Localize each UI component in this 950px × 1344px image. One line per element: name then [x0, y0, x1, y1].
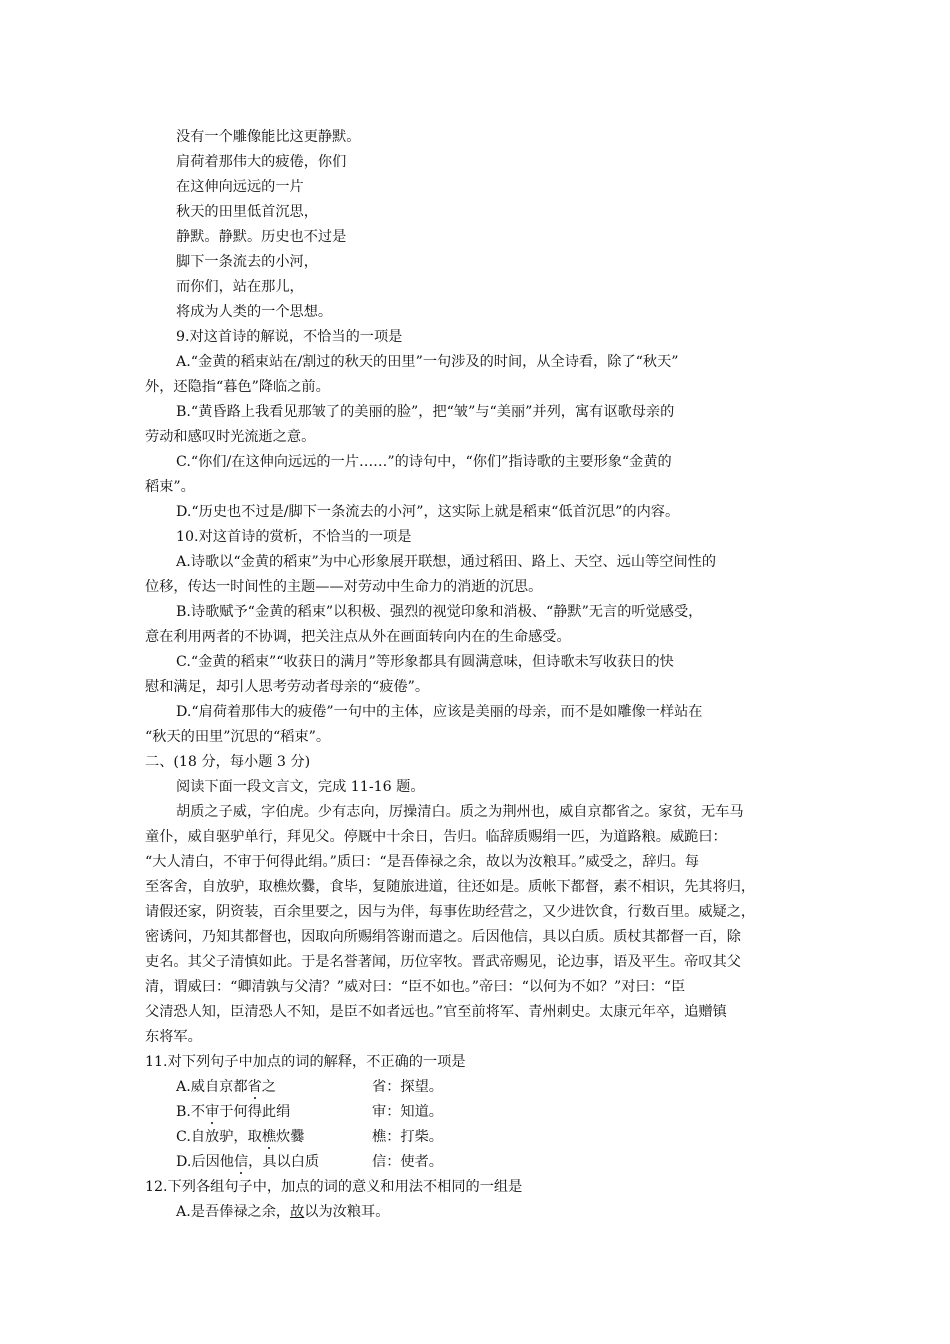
poem-line: 脚下一条流去的小河， — [176, 254, 318, 270]
question-11-gloss-a: 省：探望。 — [372, 1079, 443, 1095]
poem-line: 将成为人类的一个思想。 — [176, 304, 333, 320]
question-10-option-c-cont: 慰和满足，却引人思考劳动者母亲的“疲倦”。 — [145, 679, 430, 695]
passage-line: 父清恐人知，臣清恐人不知，是臣不如者远也。”官至前将军、青州刺史。太康元年卒，追赠镇 — [145, 1004, 727, 1020]
question-10-stem: 10.对这首诗的赏析，不恰当的一项是 — [176, 529, 412, 545]
passage-line: 清，谓威曰：“卿清孰与父清？”威对曰：“臣不如也。”帝曰：“以何为不如？”对曰：“臣 — [145, 979, 686, 995]
option-text: 以为汝粮耳。 — [304, 1204, 390, 1220]
passage-line: 密诱问，乃知其都督也，因取向所赐绢答谢而遣之。后因他信，具以白质。质杖其都督一百，除 — [145, 929, 741, 945]
question-9-option-b: B.“黄昏路上我看见那皱了的美丽的脸”，把“皱”与“美丽”并列，寓有讴歌母亲的 — [176, 404, 675, 420]
poem-line: 秋天的田里低首沉思， — [176, 204, 318, 220]
poem-line: 在这伸向远远的一片 — [176, 179, 304, 195]
option-text: ，具以白质 — [248, 1154, 320, 1170]
underlined-word: 故 — [290, 1204, 305, 1220]
question-11-gloss-b: 审：知道。 — [372, 1104, 443, 1120]
question-10-option-d: D.“肩荷着那伟大的疲倦”一句中的主体，应该是美丽的母亲，而不是如雕像一样站在 — [176, 704, 703, 720]
question-12-option-a — [176, 1203, 389, 1221]
section-heading: 二、(18 分，每小题 3 分) — [145, 754, 311, 770]
poem-line: 没有一个雕像能比这更静默。 — [176, 129, 361, 145]
question-10-option-a-cont: 位移，传达一时间性的主题——对劳动中生命力的消逝的沉思。 — [145, 579, 543, 595]
question-11-option-c — [176, 1128, 304, 1146]
question-9-option-c: C.“你们/在这伸向远远的一片……”的诗句中，“你们”指诗歌的主要形象“金黄的 — [176, 454, 672, 470]
poem-line: 静默。静默。历史也不过是 — [176, 229, 347, 245]
passage-line: 请假还家，阴资装，百余里要之，因与为伴，每事佐助经营之，又少进饮食，行数百里。威疑之， — [145, 904, 756, 920]
question-10-option-c: C.“金黄的稻束”“收获日的满月”等形象都具有圆满意味，但诗歌未写收获日的快 — [176, 654, 674, 670]
option-text: C.自放驴，取 — [176, 1129, 262, 1145]
dotted-word: 信 — [233, 1154, 249, 1170]
option-text: B.不 — [176, 1104, 206, 1120]
passage-line: 童仆，威自驱驴单行，拜见父。停厩中十余日，告归。临辞质赐绢一匹，为道路粮。威跪曰： — [145, 829, 727, 845]
option-text: 之 — [261, 1079, 276, 1095]
dotted-word: 省 — [247, 1079, 262, 1095]
question-9-option-c-cont: 稻束”。 — [145, 479, 195, 495]
passage-line: “大人清白，不审于何得此绢。”质曰：“是吾俸禄之余，故以为汝粮耳。”威受之，辞归。每 — [145, 854, 699, 870]
question-9-option-d: D.“历史也不过是/脚下一条流去的小河”，这实际上就是稻束“低首沉思”的内容。 — [176, 504, 680, 520]
question-9-option-b-cont: 劳动和感叹时光流逝之意。 — [145, 429, 316, 445]
question-11-stem: 11.对下列句子中加点的词的解释，不正确的一项是 — [145, 1054, 466, 1070]
dotted-word: 审 — [205, 1104, 220, 1120]
question-10-option-b: B.诗歌赋予“金黄的稻束”以积极、强烈的视觉印象和消极、“静默”无言的听觉感受， — [176, 604, 703, 620]
question-9-option-a: A.“金黄的稻束站在/割过的秋天的田里”一句涉及的时间，从全诗看，除了“秋天” — [176, 354, 679, 370]
question-10-option-d-cont: “秋天的田里”沉思的“稻束”。 — [145, 729, 331, 745]
question-10-option-b-cont: 意在利用两者的不协调，把关注点从外在画面转向内在的生命感受。 — [145, 629, 571, 645]
question-12-stem: 12.下列各组句子中，加点的词的意义和用法不相同的一组是 — [145, 1179, 523, 1195]
poem-line: 肩荷着那伟大的疲倦，你们 — [176, 154, 347, 170]
question-9-stem: 9.对这首诗的解说，不恰当的一项是 — [176, 329, 403, 345]
passage-line: 至客舍，自放驴，取樵炊爨，食毕，复随旅进道，往还如是。质帐下都督，素不相识，先其将归， — [145, 879, 756, 895]
question-11-gloss-c: 樵：打柴。 — [372, 1129, 443, 1145]
question-9-option-a-cont: 外，还隐指“暮色”降临之前。 — [145, 379, 330, 395]
passage-line: 吏名。其父子清慎如此。于是名誉著闻，历位宰牧。晋武帝赐见，论边事，语及平生。帝叹其父 — [145, 954, 741, 970]
option-text: 于何得此绢 — [219, 1104, 291, 1120]
option-text: A.是吾俸禄之余， — [176, 1204, 291, 1220]
option-text: D.后因他 — [176, 1154, 234, 1170]
question-11-option-d — [176, 1153, 319, 1171]
option-text: A.威自京都 — [176, 1079, 248, 1095]
question-10-option-a: A.诗歌以“金黄的稻束”为中心形象展开联想，通过稻田、路上、天空、远山等空间性的 — [176, 554, 717, 570]
poem-line: 而你们，站在那儿， — [176, 279, 304, 295]
passage-line: 东将军。 — [145, 1029, 202, 1045]
question-11-option-b — [176, 1103, 290, 1121]
passage-line: 胡质之子威，字伯虎。少有志向，厉操清白。质之为荆州也，威自京都省之。家贫，无车马 — [176, 804, 744, 820]
option-text: 炊爨 — [276, 1129, 305, 1145]
question-11-option-a — [176, 1078, 276, 1096]
question-11-gloss-d: 信：使者。 — [372, 1154, 443, 1170]
dotted-word: 樵 — [261, 1129, 277, 1145]
section-intro: 阅读下面一段文言文，完成 11-16 题。 — [176, 779, 425, 795]
